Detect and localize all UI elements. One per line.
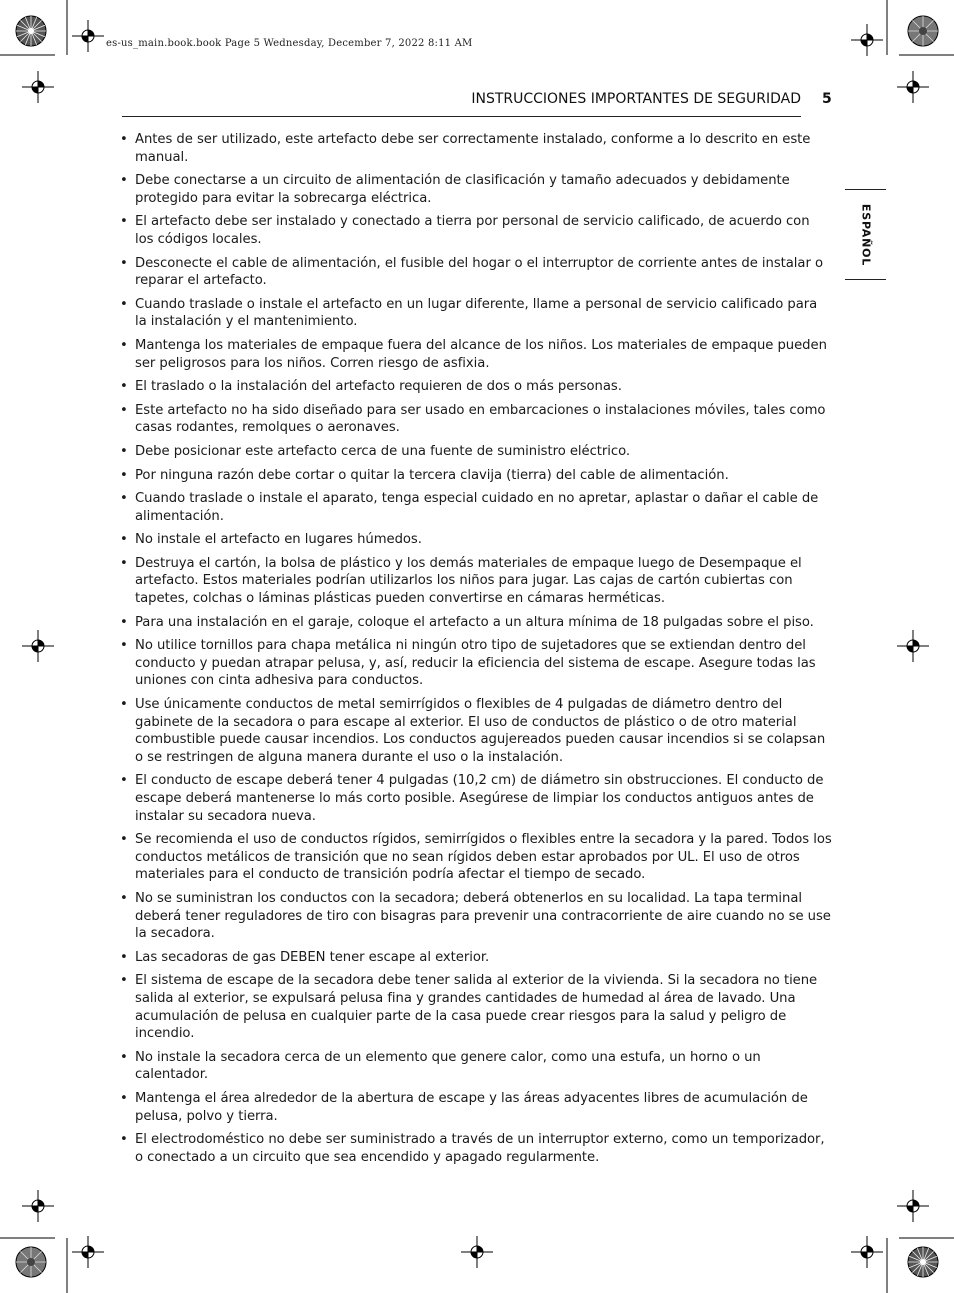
color-registration-icon	[906, 1245, 940, 1279]
print-slug: es-us_main.book.book Page 5 Wednesday, December 7, 2022 8:11 AM	[106, 38, 473, 49]
list-item: • Cuando traslade o instale el aparato, tenga especial cuidado en no apretar, aplastar o dañar el cable de alimentación.	[120, 490, 832, 525]
registration-target-icon	[897, 630, 929, 662]
list-item: • No se suministran los conductos con la secadora; deberá obtenerlos en su localidad. La tapa terminal deberá tener reguladores de tiro con bisagras para prevenir una contracorriente de aire cuando no se use la secadora.	[120, 890, 832, 943]
list-item: • Mantenga los materiales de empaque fuera del alcance de los niños. Los materiales de empaque pueden ser peligrosos para los niños. Corren riesgo de asfixia.	[120, 337, 832, 372]
list-item: • No instale el artefacto en lugares húmedos.	[120, 531, 832, 549]
registration-target-icon	[461, 1236, 493, 1268]
list-item: • El electrodoméstico no debe ser suministrado a través de un interruptor externo, como un temporizador, o conectado a un circuito que sea encendido y apagado regularmente.	[120, 1131, 832, 1166]
list-item: • El artefacto debe ser instalado y conectado a tierra por personal de servicio calificado, de acuerdo con los códigos locales.	[120, 213, 832, 248]
registration-target-icon	[897, 71, 929, 103]
registration-target-icon	[22, 630, 54, 662]
header-title: INSTRUCCIONES IMPORTANTES DE SEGURIDAD	[471, 91, 801, 107]
registration-target-icon	[897, 1190, 929, 1222]
list-item: • Destruya el cartón, la bolsa de plástico y los demás materiales de empaque luego de Desempaque el artefacto. Estos materiales podrían utilizarlos los niños para jugar. Las cajas de cartón cubiertas con tapetes, colchas o láminas plásticas pueden convertirse en cámaras herméticas.	[120, 555, 832, 608]
registration-target-icon	[22, 1190, 54, 1222]
list-item: • Las secadoras de gas DEBEN tener escape al exterior.	[120, 949, 832, 967]
list-item: • Mantenga el área alrededor de la abertura de escape y las áreas adyacentes libres de acumulación de pelusa, polvo y tierra.	[120, 1090, 832, 1125]
color-registration-icon	[14, 14, 48, 48]
list-item: • Use únicamente conductos de metal semirrígidos o flexibles de 4 pulgadas de diámetro dentro del gabinete de la secadora o para escape al exterior. El uso de conductos de plástico o de otro material combustible puede causar incendios. Los conductos agujereados pueden causar incendios si se colapsan o se restringen de alguna manera durante el uso o la instalación.	[120, 696, 832, 766]
list-item: • El conducto de escape deberá tener 4 pulgadas (10,2 cm) de diámetro sin obstrucciones. El conducto de escape deberá mantenerse lo más corto posible. Asegúrese de limpiar los conductos antiguos antes de instalar su secadora nueva.	[120, 772, 832, 825]
language-tab-label: ESPAÑOL	[859, 203, 872, 266]
language-tab	[845, 189, 886, 280]
list-item: • Cuando traslade o instale el artefacto en un lugar diferente, llame a personal de servicio calificado para la instalación y el mantenimiento.	[120, 296, 832, 331]
page-number: 5	[822, 91, 832, 107]
registration-target-icon	[851, 1236, 883, 1268]
list-item: • No instale la secadora cerca de un elemento que genere calor, como una estufa, un horno o un calentador.	[120, 1049, 832, 1084]
registration-target-icon	[851, 24, 883, 56]
list-item: • El sistema de escape de la secadora debe tener salida al exterior de la vivienda. Si la secadora no tiene salida al exterior, se expulsará pelusa fina y grandes cantidades de humedad al área de lavado. Una acumulación de pelusa en cualquier parte de la casa puede crear riesgos para la salud y peligro de incendio.	[120, 972, 832, 1042]
list-item: • Debe conectarse a un circuito de alimentación de clasificación y tamaño adecuados y debidamente protegido para evitar la sobrecarga eléctrica.	[120, 172, 832, 207]
list-item: • Para una instalación en el garaje, coloque el artefacto a un altura mínima de 18 pulgadas sobre el piso.	[120, 614, 832, 632]
color-registration-icon	[14, 1245, 48, 1279]
list-item: • Se recomienda el uso de conductos rígidos, semirrígidos o flexibles entre la secadora y la pared. Todos los conductos metálicos de transición que no sean rígidos deben estar aprobados por UL. El uso de otros materiales para el conducto de transición podría afectar el tiempo de secado.	[120, 831, 832, 884]
list-item: • No utilice tornillos para chapa metálica ni ningún otro tipo de sujetadores que se extiendan dentro del conducto y puedan atrapar pelusa, y, así, reducir la eficiencia del sistema de escape. Asegure todas las uniones con cinta adhesiva para conductos.	[120, 637, 832, 690]
list-item: • Por ninguna razón debe cortar o quitar la tercera clavija (tierra) del cable de alimentación.	[120, 467, 832, 485]
color-registration-icon	[906, 14, 940, 48]
safety-bullet-list	[120, 131, 832, 1172]
list-item: • Debe posicionar este artefacto cerca de una fuente de suministro eléctrico.	[120, 443, 832, 461]
list-item: • El traslado o la instalación del artefacto requieren de dos o más personas.	[120, 378, 832, 396]
list-item: • Este artefacto no ha sido diseñado para ser usado en embarcaciones o instalaciones móviles, tales como casas rodantes, remolques o aeronaves.	[120, 402, 832, 437]
list-item: • Antes de ser utilizado, este artefacto debe ser correctamente instalado, conforme a lo descrito en este manual.	[120, 131, 832, 166]
registration-target-icon	[72, 20, 104, 52]
running-header	[122, 89, 801, 117]
list-item: • Desconecte el cable de alimentación, el fusible del hogar o el interruptor de corriente antes de instalar o reparar el artefacto.	[120, 255, 832, 290]
registration-target-icon	[22, 71, 54, 103]
registration-target-icon	[72, 1236, 104, 1268]
